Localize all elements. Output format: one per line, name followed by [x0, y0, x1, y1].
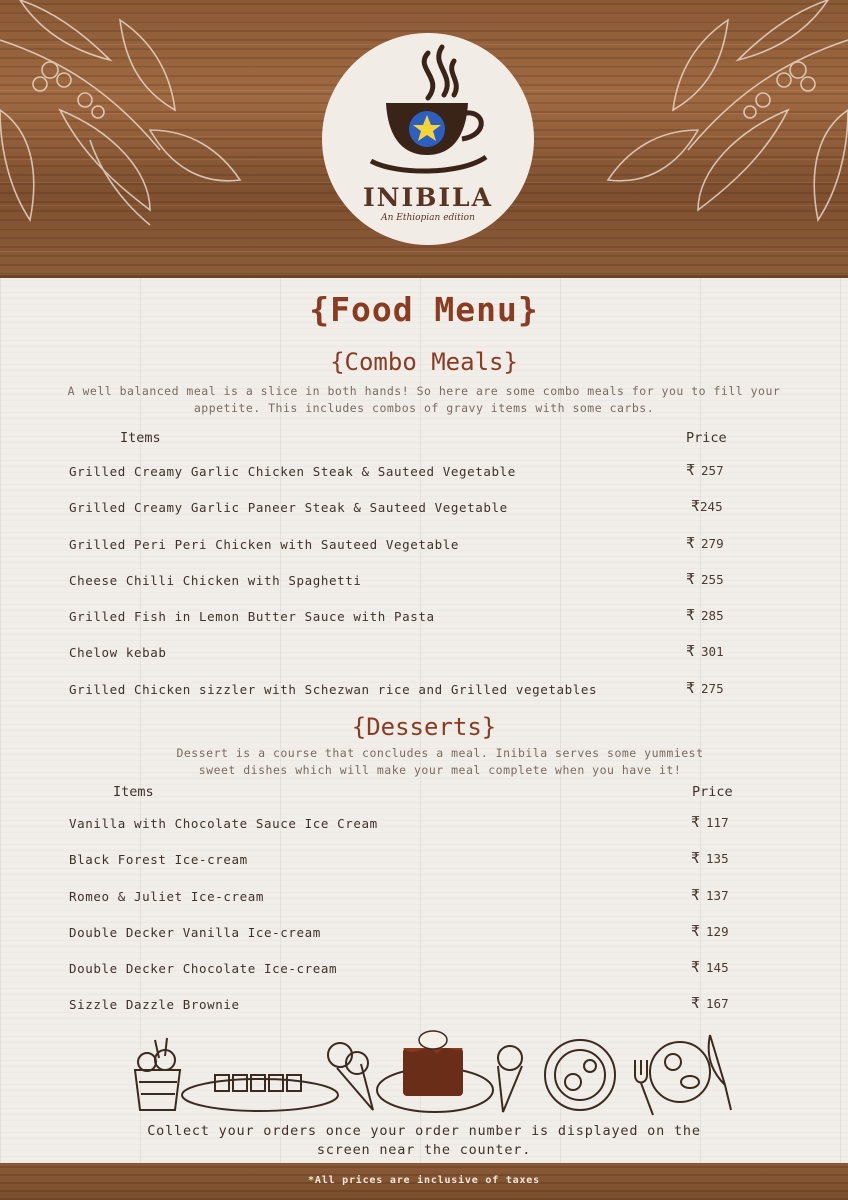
menu-item: [69, 849, 749, 872]
menu-item-name: Grilled Creamy Garlic Chicken Steak & Sauteed Vegetable: [69, 464, 516, 479]
menu-item-price: ₹ 145: [691, 958, 729, 976]
rupee-symbol: ₹: [691, 497, 701, 515]
section-heading-desserts: {Desserts}: [351, 713, 497, 741]
menu-item-name: Double Decker Vanilla Ice-cream: [69, 925, 321, 940]
menu-item-name: Sizzle Dazzle Brownie: [69, 997, 240, 1012]
menu-item-price: ₹ 275: [686, 679, 724, 697]
ice-cream-cone-icon: [498, 1046, 522, 1112]
menu-item-name: Cheese Chilli Chicken with Spaghetti: [69, 573, 362, 588]
menu-item-price: ₹ 279: [686, 534, 724, 552]
menu-item: [69, 606, 749, 629]
rupee-symbol: ₹: [691, 813, 701, 831]
menu-item-price: ₹ 129: [691, 922, 729, 940]
menu-item-price: ₹ 135: [691, 849, 729, 867]
brand-tagline: An Ethiopian edition: [381, 213, 475, 223]
column-header-items: Items: [113, 784, 154, 800]
menu-item: [69, 461, 749, 484]
menu-item-name: Chelow kebab: [69, 645, 167, 660]
menu-item-name: Double Decker Chocolate Ice-cream: [69, 961, 338, 976]
menu-item: [69, 642, 749, 665]
menu-item: [69, 679, 749, 702]
tax-note: *All prices are inclusive of taxes: [308, 1175, 540, 1186]
salad-bowl-icon: [545, 1040, 615, 1110]
rupee-symbol: ₹: [686, 606, 696, 624]
breakfast-plate-icon: [650, 1042, 710, 1102]
menu-item-name: Romeo & Juliet Ice-cream: [69, 889, 265, 904]
menu-item-name: Grilled Peri Peri Chicken with Sauteed Vegetable: [69, 537, 460, 552]
menu-item-price: ₹ 285: [686, 606, 724, 624]
sushi-platter-icon: [182, 1075, 338, 1111]
menu-item: [69, 886, 749, 909]
coffee-cup-icon: [366, 43, 496, 183]
menu-item: [69, 994, 749, 1017]
menu-item: [69, 922, 749, 945]
rupee-symbol: ₹: [691, 958, 701, 976]
rupee-symbol: ₹: [686, 570, 696, 588]
menu-item-name: Grilled Fish in Lemon Butter Sauce with Pasta: [69, 609, 435, 624]
menu-item-name: Black Forest Ice-cream: [69, 852, 248, 867]
rupee-symbol: ₹: [686, 461, 696, 479]
rupee-symbol: ₹: [691, 922, 701, 940]
rupee-symbol: ₹: [691, 886, 701, 904]
column-header-price: Price: [686, 430, 727, 446]
menu-item: [69, 570, 749, 593]
column-header-price: Price: [692, 784, 733, 800]
coffee-leaf-icon: [598, 0, 848, 240]
rupee-symbol: ₹: [686, 534, 696, 552]
food-illustrations: [125, 1030, 735, 1120]
menu-item: [69, 497, 749, 520]
brownie-icon: [377, 1031, 493, 1112]
menu-item-price: ₹ 167: [691, 994, 729, 1012]
menu-item-price: ₹ 137: [691, 886, 729, 904]
menu-item-name: Grilled Chicken sizzler with Schezwan rice and Grilled vegetables: [69, 682, 598, 697]
menu-item-price: ₹ 117: [691, 813, 729, 831]
logo: [322, 33, 534, 245]
footer-note: Collect your orders once your order number is displayed on the screen near the counter.: [147, 1123, 701, 1158]
menu-item-price: ₹245: [691, 497, 723, 515]
menu-item-price: ₹ 255: [686, 570, 724, 588]
rupee-symbol: ₹: [686, 679, 696, 697]
rupee-symbol: ₹: [691, 994, 701, 1012]
menu-item: [69, 534, 749, 557]
column-header-items: Items: [120, 430, 161, 446]
section-intro-desserts: Dessert is a course that concludes a meal. Inibila serves some yummiest sweet dishes which will make your meal complete when you have it!: [176, 746, 704, 777]
knife-icon: [709, 1035, 731, 1110]
menu-item: [69, 813, 749, 836]
menu-item-name: Grilled Creamy Garlic Paneer Steak & Sauteed Vegetable: [69, 500, 508, 515]
coffee-leaf-icon: [0, 0, 250, 240]
menu-item-price: ₹ 257: [686, 461, 724, 479]
section-intro-combo: A well balanced meal is a slice in both hands! So here are some combo meals for you to fill your appetite. This includes combos of gravy items with some carbs.: [67, 384, 781, 415]
rupee-symbol: ₹: [686, 642, 696, 660]
menu-item: [69, 958, 749, 981]
menu-item-name: Vanilla with Chocolate Sauce Ice Cream: [69, 816, 378, 831]
bottom-bar: [0, 1163, 848, 1200]
page-title: {Food Menu}: [309, 290, 539, 329]
wood-header: [0, 0, 848, 278]
rupee-symbol: ₹: [691, 849, 701, 867]
menu-item-price: ₹ 301: [686, 642, 724, 660]
section-heading-combo: {Combo Meals}: [330, 348, 518, 376]
brand-name: INIBILA: [362, 183, 494, 212]
ice-cream-sundae-icon: [135, 1038, 180, 1110]
